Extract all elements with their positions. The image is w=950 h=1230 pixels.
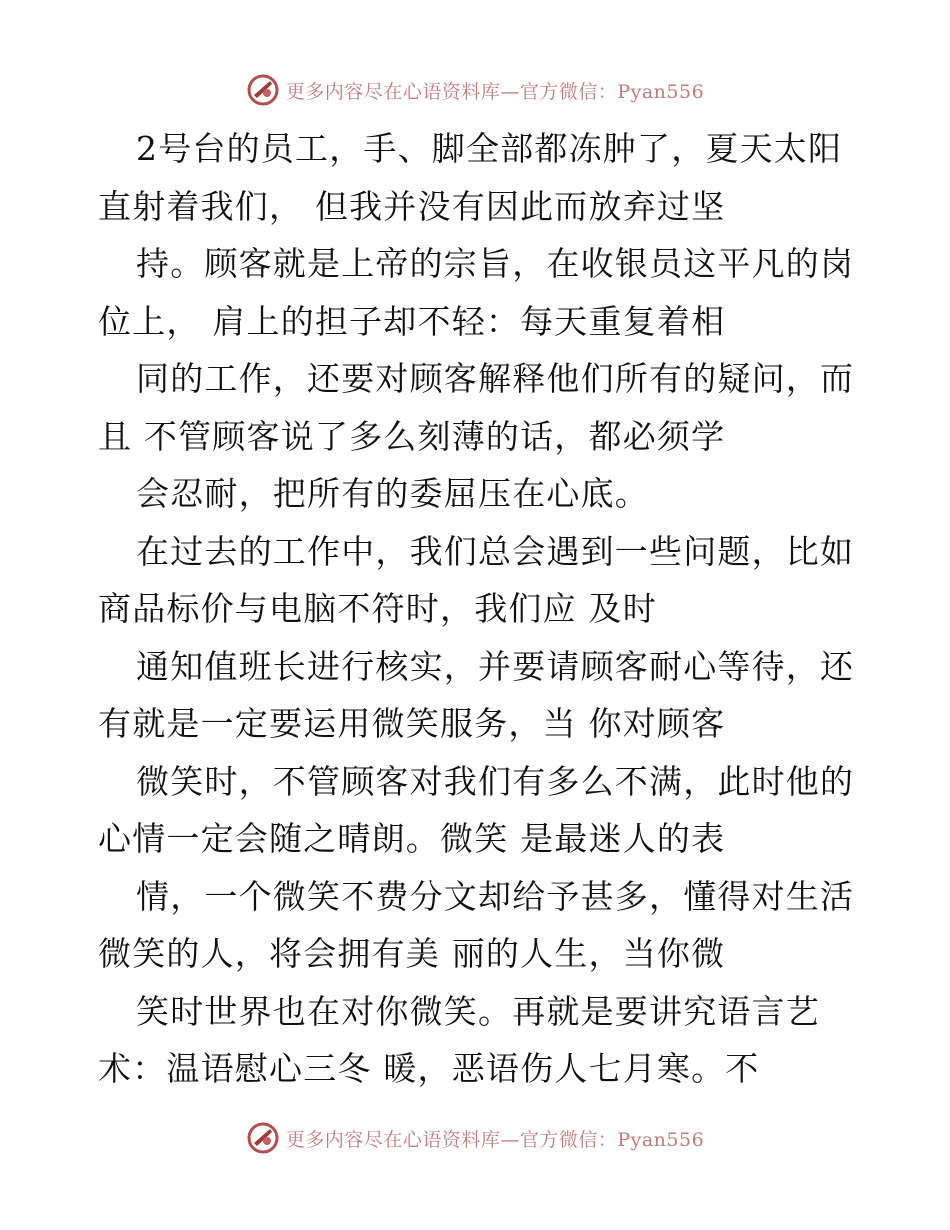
text-line: 2号台的员工，手、脚全部都冻肿了，夏天太阳 (136, 129, 843, 168)
text-line: 直射着我们， 但我并没有因此而放弃过坚 (98, 186, 726, 226)
text-line: 且 不管顾客说了多么刻薄的话，都必须学 (98, 416, 726, 456)
text-line: 微笑时，不管顾客对我们有多么不满，此时他的 (136, 761, 855, 801)
text-line: 持。顾客就是上帝的宗旨，在收银员这平凡的岗 (136, 244, 855, 283)
text-line: 同的工作，还要对顾客解释他们所有的疑问，而 (136, 359, 855, 398)
text-line: 会忍耐，把所有的委屈压在心底。 (136, 474, 649, 513)
text-line: 在过去的工作中，我们总会遇到一些问题，比如 (136, 531, 855, 571)
logo-icon (246, 73, 280, 107)
header-watermark-banner (0, 70, 950, 110)
text-line: 情，一个微笑不费分文却给予甚多，懂得对生活 (136, 876, 855, 916)
footer-watermark-banner (0, 1118, 950, 1158)
text-line: 笑时世界也在对你微笑。再就是要讲究语言艺 (136, 991, 820, 1031)
document-body (98, 120, 858, 1098)
footer-watermark-text: 更多内容尽在心语资料库—官方微信：Pyan556 (285, 1128, 705, 1151)
header-watermark-text: 更多内容尽在心语资料库—官方微信：Pyan556 (285, 80, 705, 103)
text-line: 术：温语慰心三冬 暖，恶语伤人七月寒。不 (98, 1049, 760, 1088)
text-line: 心情一定会随之晴朗。微笑 是最迷人的表 (98, 819, 726, 858)
text-line: 有就是一定要运用微笑服务，当 你对顾客 (98, 704, 726, 743)
text-line: 位上， 肩上的担子却不轻：每天重复着相 (98, 301, 726, 341)
text-line: 商品标价与电脑不符时，我们应 及时 (98, 589, 657, 628)
text-line: 微笑的人，将会拥有美 丽的人生，当你微 (98, 934, 726, 973)
text-line: 通知值班长进行核实，并要请顾客耐心等待，还 (136, 646, 855, 686)
logo-icon (246, 1121, 280, 1155)
